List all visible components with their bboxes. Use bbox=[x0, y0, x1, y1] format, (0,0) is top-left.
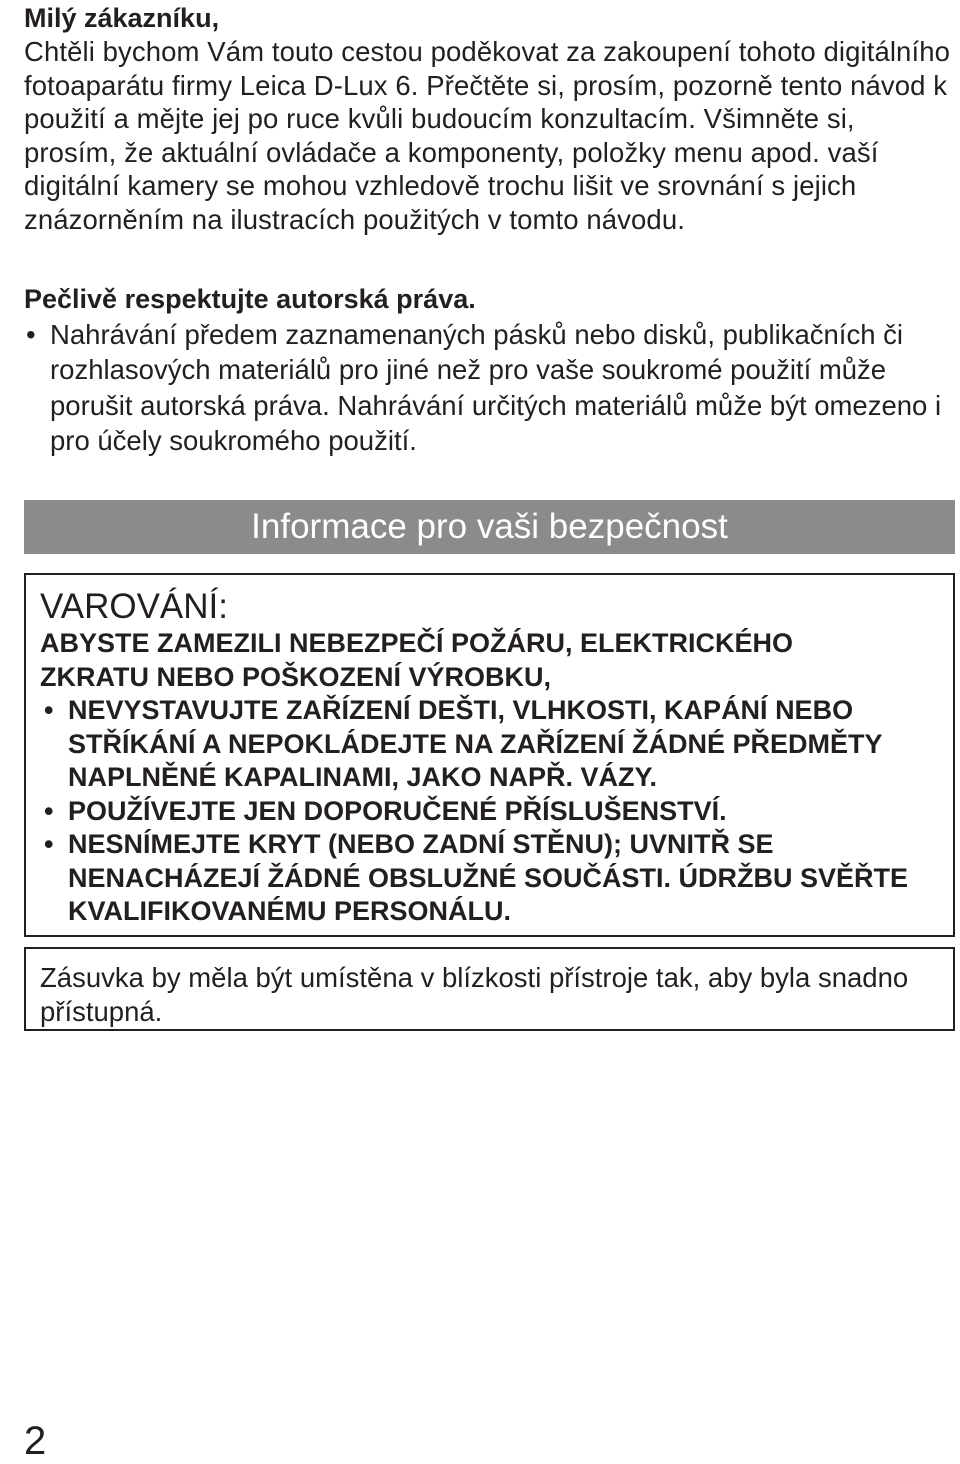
warning-item-text: NESNÍMEJTE KRYT (NEBO ZADNÍ STĚNU); UVNITŘ SE NENACHÁZEJÍ ŽÁDNÉ OBSLUŽNÉ SOUČÁSTI. ÚDRŽBU SVĚŘTE KVALIFIKOVANÉMU PERSONÁLU. bbox=[68, 829, 909, 926]
warning-list-item bbox=[40, 828, 940, 929]
warning-list-item bbox=[40, 694, 940, 795]
bullet-icon: • bbox=[26, 319, 36, 350]
warning-list-item bbox=[40, 795, 940, 829]
page-number: 2 bbox=[24, 1419, 47, 1463]
bullet-icon: • bbox=[44, 829, 54, 859]
warning-item-text: POUŽÍVEJTE JEN DOPORUČENÉ PŘÍSLUŠENSTVÍ. bbox=[68, 795, 727, 826]
copyright-bullet-item bbox=[24, 317, 954, 458]
socket-note-box bbox=[24, 947, 955, 1031]
warning-intro-line: ABYSTE ZAMEZILI NEBEZPEČÍ POŽÁRU, ELEKTRICKÉHO bbox=[40, 628, 794, 658]
warning-intro-line: ZKRATU NEBO POŠKOZENÍ VÝROBKU, bbox=[40, 661, 552, 692]
warning-title: VAROVÁNÍ: bbox=[40, 587, 229, 626]
bullet-icon: • bbox=[44, 795, 54, 826]
copyright-heading: Pečlivě respektujte autorská práva. bbox=[24, 284, 476, 314]
intro-paragraph: Chtěli bychom Vám touto cestou poděkovat za zakoupení tohoto digitálního fotoaparátu firmy Leica D-Lux 6. Přečtěte si, prosím, pozorně tento návod k použití a mějte jej po ruce kvůli budoucím konzultacím. Všimněte si, prosím, že aktuální ovládače a komponenty, položky menu apod. vaší digitální kamery se mohou vzhledově trochu lišit ve srovnání s jejich znázorněním na ilustracích použitých v tomto návodu. bbox=[24, 36, 950, 235]
warning-body bbox=[40, 627, 940, 929]
warning-item-text: NEVYSTAVUJTE ZAŘÍZENÍ DEŠTI, VLHKOSTI, KAPÁNÍ NEBO STŘÍKÁNÍ A NEPOKLÁDEJTE NA ZAŘÍZENÍ ŽÁDNÉ PŘEDMĚTY NAPLNĚNÉ KAPALINAMI, JAKO NAPŘ. VÁZY. bbox=[68, 695, 883, 792]
bullet-icon: • bbox=[44, 695, 54, 725]
socket-note-text: Zásuvka by měla být umístěna v blízkosti přístroje tak, aby byla snadno přístupná. bbox=[40, 962, 909, 1027]
copyright-bullet-text: Nahrávání předem zaznamenaných pásků nebo disků, publikačních či rozhlasových materiálů pro jiné než pro vaše soukromé použití může porušit autorská práva. Nahrávání určitých materiálů může být omezeno i pro účely soukromého použití. bbox=[50, 319, 942, 456]
safety-section-banner: Informace pro vaši bezpečnost bbox=[24, 500, 955, 554]
greeting-heading: Milý zákazníku, bbox=[24, 3, 220, 33]
warning-box bbox=[24, 573, 955, 937]
